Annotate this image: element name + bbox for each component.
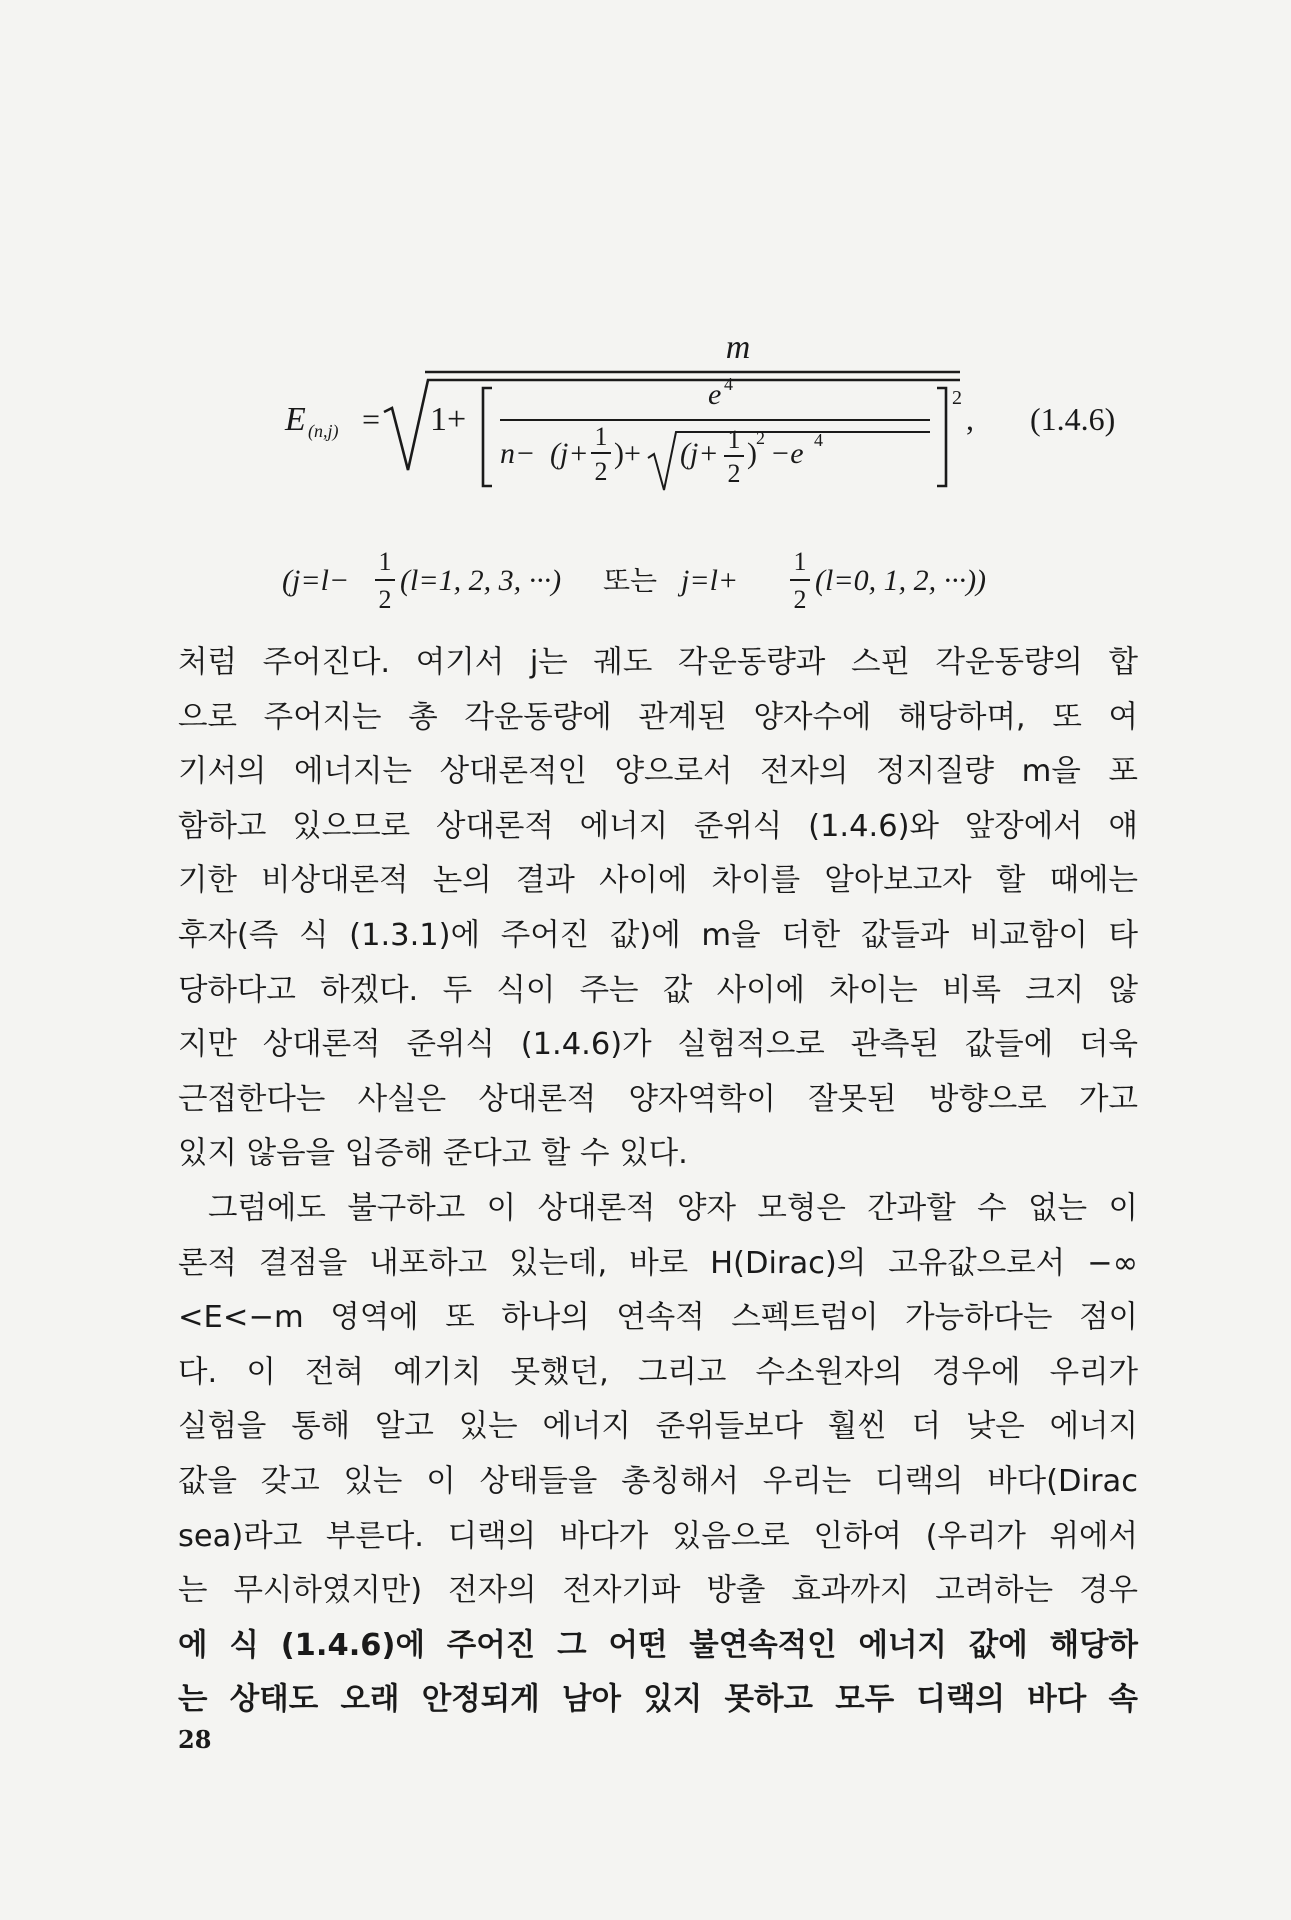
eq-comma: , xyxy=(966,401,974,437)
denom-close-plus: )+ xyxy=(614,437,641,470)
bracket-square: 2 xyxy=(952,387,962,409)
sqrt-minus-e: −e xyxy=(770,437,804,470)
text-line: sea)라고 부른다. 디랙의 바다가 있음으로 인하여 (우리가 위에서 xyxy=(178,1518,1138,1554)
half-2-num: 1 xyxy=(727,425,741,454)
sqrt-close-paren: ) xyxy=(747,437,757,470)
condition-part2a: j=l+ xyxy=(681,564,739,597)
text-line: 근접한다는 사실은 상대론적 양자역학이 잘못된 방향으로 가고 xyxy=(178,1081,1138,1117)
text-line: 실험을 통해 알고 있는 에너지 준위들보다 훨씬 더 낮은 에너지 xyxy=(178,1409,1138,1445)
text-line: 기한 비상대론적 논의 결과 사이에 차이를 알아보고자 할 때에는 xyxy=(178,863,1138,899)
body-text xyxy=(178,636,1138,1728)
outer-radical xyxy=(384,380,960,470)
cond-half-2-den: 2 xyxy=(793,585,807,614)
text-line: 있지 않음을 입증해 준다고 할 수 있다. xyxy=(178,1136,688,1172)
lhs-subscript: (n,j) xyxy=(308,421,339,441)
inner-numerator-4: 4 xyxy=(724,374,733,394)
denom-n-minus: n− xyxy=(500,437,536,470)
text-line: 기서의 에너지는 상대론적인 양으로서 전자의 정지질량 m을 포 xyxy=(178,754,1138,790)
condition-part1b: (l=1, 2, 3, ···) xyxy=(400,564,562,597)
equation-1-4-6 xyxy=(0,320,1291,640)
sqrt-square: 2 xyxy=(756,428,765,448)
equation-number: (1.4.6) xyxy=(1030,401,1116,437)
one-plus: 1+ xyxy=(430,401,467,438)
condition-part2b: (l=0, 1, 2, ···)) xyxy=(815,564,987,597)
text-line: 그럼에도 불구하고 이 상대론적 양자 모형은 간과할 수 없는 이 xyxy=(208,1190,1138,1226)
right-bracket xyxy=(937,388,946,486)
numerator-m: m xyxy=(725,329,751,366)
condition-or: 또는 xyxy=(603,564,658,597)
left-bracket xyxy=(483,388,492,486)
text-line: <E<−m 영역에 또 하나의 연속적 스펙트럼이 가능하다는 점이 xyxy=(178,1300,1138,1336)
half-2-den: 2 xyxy=(727,459,741,488)
cond-half-2-num: 1 xyxy=(793,547,807,576)
cond-half-1-num: 1 xyxy=(378,547,392,576)
text-line: 는 상태도 오래 안정되게 남아 있지 못하고 모두 디랙의 바다 속 xyxy=(178,1682,1138,1718)
text-line: 당하다고 하겠다. 두 식이 주는 값 사이에 차이는 비록 크지 않 xyxy=(178,972,1138,1008)
text-line: 에 식 (1.4.6)에 주어진 그 어떤 불연속적인 에너지 값에 해당하 xyxy=(178,1627,1138,1663)
half-1-num: 1 xyxy=(594,422,608,451)
lhs-equals: = xyxy=(362,401,381,437)
text-line: 론적 결점을 내포하고 있는데, 바로 H(Dirac)의 고유값으로서 −∞ xyxy=(178,1245,1138,1281)
inner-numerator-e: e xyxy=(708,378,722,411)
sqrt-open-j: (j+ xyxy=(680,437,719,470)
lhs-E: E xyxy=(285,401,306,438)
page-number: 28 xyxy=(178,1725,212,1754)
text-line: 다. 이 전혀 예기치 못했던, 그리고 수소원자의 경우에 우리가 xyxy=(178,1354,1138,1390)
denom-open-j: (j+ xyxy=(550,437,589,470)
half-1-den: 2 xyxy=(594,457,608,486)
text-line: 후자(즉 식 (1.3.1)에 주어진 값)에 m을 더한 값들과 비교함이 타 xyxy=(178,917,1138,953)
sqrt-e-4: 4 xyxy=(814,430,823,450)
cond-half-1-den: 2 xyxy=(378,585,392,614)
text-line: 처럼 주어진다. 여기서 j는 궤도 각운동량과 스핀 각운동량의 합 xyxy=(178,645,1138,680)
text-line: 으로 주어지는 총 각운동량에 관계된 양자수에 해당하며, 또 여 xyxy=(178,699,1138,735)
text-line: 지만 상대론적 준위식 (1.4.6)가 실험적으로 관측된 값들에 더욱 xyxy=(178,1027,1138,1063)
text-line: 는 무시하였지만) 전자의 전자기파 방출 효과까지 고려하는 경우 xyxy=(178,1573,1138,1609)
text-line: 함하고 있으므로 상대론적 에너지 준위식 (1.4.6)와 앞장에서 얘 xyxy=(178,808,1138,844)
condition-part1a: (j=l− xyxy=(282,564,350,597)
text-line: 값을 갖고 있는 이 상태들을 총칭해서 우리는 디랙의 바다(Dirac xyxy=(178,1463,1138,1499)
